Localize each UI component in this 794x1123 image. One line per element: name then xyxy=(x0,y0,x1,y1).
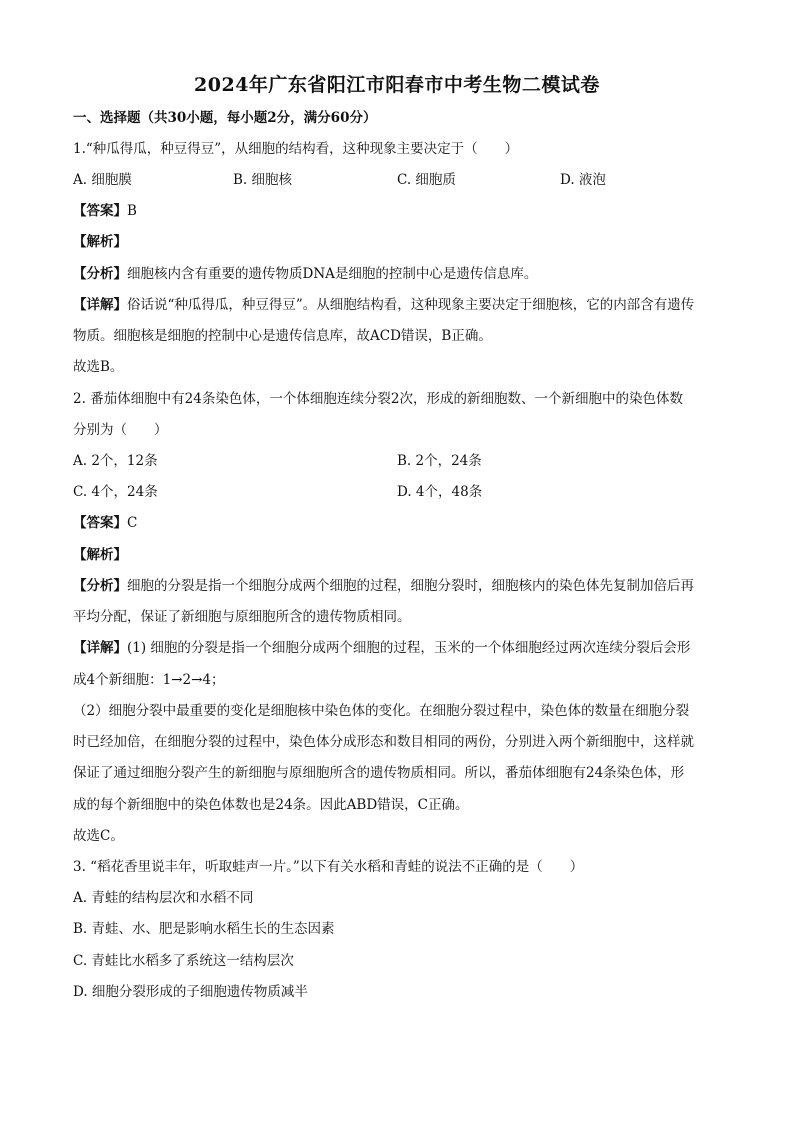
answer-tag: 【答案】 xyxy=(73,515,127,531)
xiangjie-text: 俗话说“种瓜得瓜，种豆得豆”。从细胞结构看，这种现象主要决定于细胞核，它的内部含有遗传 xyxy=(127,297,695,313)
question-2-xiangjie xyxy=(73,638,690,658)
question-3-option-a: A. 青蛙的结构层次和水稻不同 xyxy=(73,890,254,906)
question-2-option-d: D. 4个，48条 xyxy=(397,484,483,500)
fenxi-text: 细胞的分裂是指一个细胞分成两个细胞的过程，细胞分裂时，细胞核内的染色体先复制加倍后再 xyxy=(127,578,694,594)
question-1-choice: 故选B。 xyxy=(73,359,124,375)
xiangjie-tag: 【详解】 xyxy=(73,640,127,656)
question-2-xiangjie-4: 时已经加倍，在细胞分裂的过程中，染色体分成形态和数目相同的两份，分别进入两个新细胞中，这样就 xyxy=(73,734,694,750)
question-2-option-b: B. 2个，24条 xyxy=(397,453,482,469)
xiangjie-text: (1) 细胞的分裂是指一个细胞分成两个细胞的过程，玉米的一个体细胞经过两次连续分裂后会形 xyxy=(127,640,691,656)
question-2-fenxi-cont: 平均分配，保证了新细胞与原细胞所含的遗传物质相同。 xyxy=(73,609,411,625)
question-2-stem: 2. 番茄体细胞中有24条染色体，一个体细胞连续分裂2次，形成的新细胞数、一个新细胞中的染色体数 xyxy=(73,391,683,407)
question-1-answer xyxy=(73,201,137,221)
question-1-option-a: A. 细胞膜 xyxy=(73,172,132,188)
question-2-choice: 故选C。 xyxy=(73,828,124,844)
question-1-xiangjie xyxy=(73,295,694,315)
answer-tag: 【答案】 xyxy=(73,203,127,219)
question-2-option-a: A. 2个，12条 xyxy=(73,453,158,469)
question-1-option-d: D. 液泡 xyxy=(560,172,606,188)
question-2-xiangjie-3: （2）细胞分裂中最重要的变化是细胞核中染色体的变化。在细胞分裂过程中，染色体的数量在细胞分裂 xyxy=(73,703,690,719)
question-2-xiangjie-2: 成4个新细胞：1→2→4； xyxy=(73,672,225,688)
question-3-option-d: D. 细胞分裂形成的子细胞遗传物质减半 xyxy=(73,984,308,1000)
fenxi-tag: 【分析】 xyxy=(73,266,127,282)
question-3-option-c: C. 青蛙比水稻多了系统这一结构层次 xyxy=(73,953,294,969)
question-1-stem: 1.“种瓜得瓜，种豆得豆”，从细胞的结构看，这种现象主要决定于（ ） xyxy=(73,141,519,157)
answer-value: B xyxy=(127,203,137,219)
question-2-xiangjie-6: 成的每个新细胞中的染色体数也是24条。因此ABD错误，C正确。 xyxy=(73,797,469,813)
question-3-option-b: B. 青蛙、水、肥是影响水稻生长的生态因素 xyxy=(73,921,335,937)
question-3-stem: 3. “稻花香里说丰年，听取蛙声一片。”以下有关水稻和青蛙的说法不正确的是（ ） xyxy=(73,859,584,875)
question-1-analysis-tag: 【解析】 xyxy=(73,234,127,250)
fenxi-text: 细胞核内含有重要的遗传物质DNA是细胞的控制中心是遗传信息库。 xyxy=(127,266,538,282)
question-1-option-c: C. 细胞质 xyxy=(397,172,456,188)
page-title: 2024年广东省阳江市阳春市中考生物二模试卷 xyxy=(194,74,600,96)
xiangjie-tag: 【详解】 xyxy=(73,297,127,313)
question-1-fenxi xyxy=(73,264,537,284)
question-1-xiangjie-cont: 物质。细胞核是细胞的控制中心是遗传信息库，故ACD错误，B正确。 xyxy=(73,328,492,344)
fenxi-tag: 【分析】 xyxy=(73,578,127,594)
question-2-analysis-tag: 【解析】 xyxy=(73,547,127,563)
question-2-answer xyxy=(73,513,137,533)
section-heading: 一、选择题（共30小题，每小题2分，满分60分） xyxy=(73,110,377,126)
question-2-fenxi xyxy=(73,576,694,596)
answer-value: C xyxy=(127,515,138,531)
question-2-stem-cont: 分别为（ ） xyxy=(73,422,168,438)
question-1-option-b: B. 细胞核 xyxy=(233,172,293,188)
question-2-xiangjie-5: 保证了通过细胞分裂产生的新细胞与原细胞所含的遗传物质相同。所以，番茄体细胞有24条染色体，形 xyxy=(73,765,685,781)
question-2-option-c: C. 4个，24条 xyxy=(73,484,158,500)
